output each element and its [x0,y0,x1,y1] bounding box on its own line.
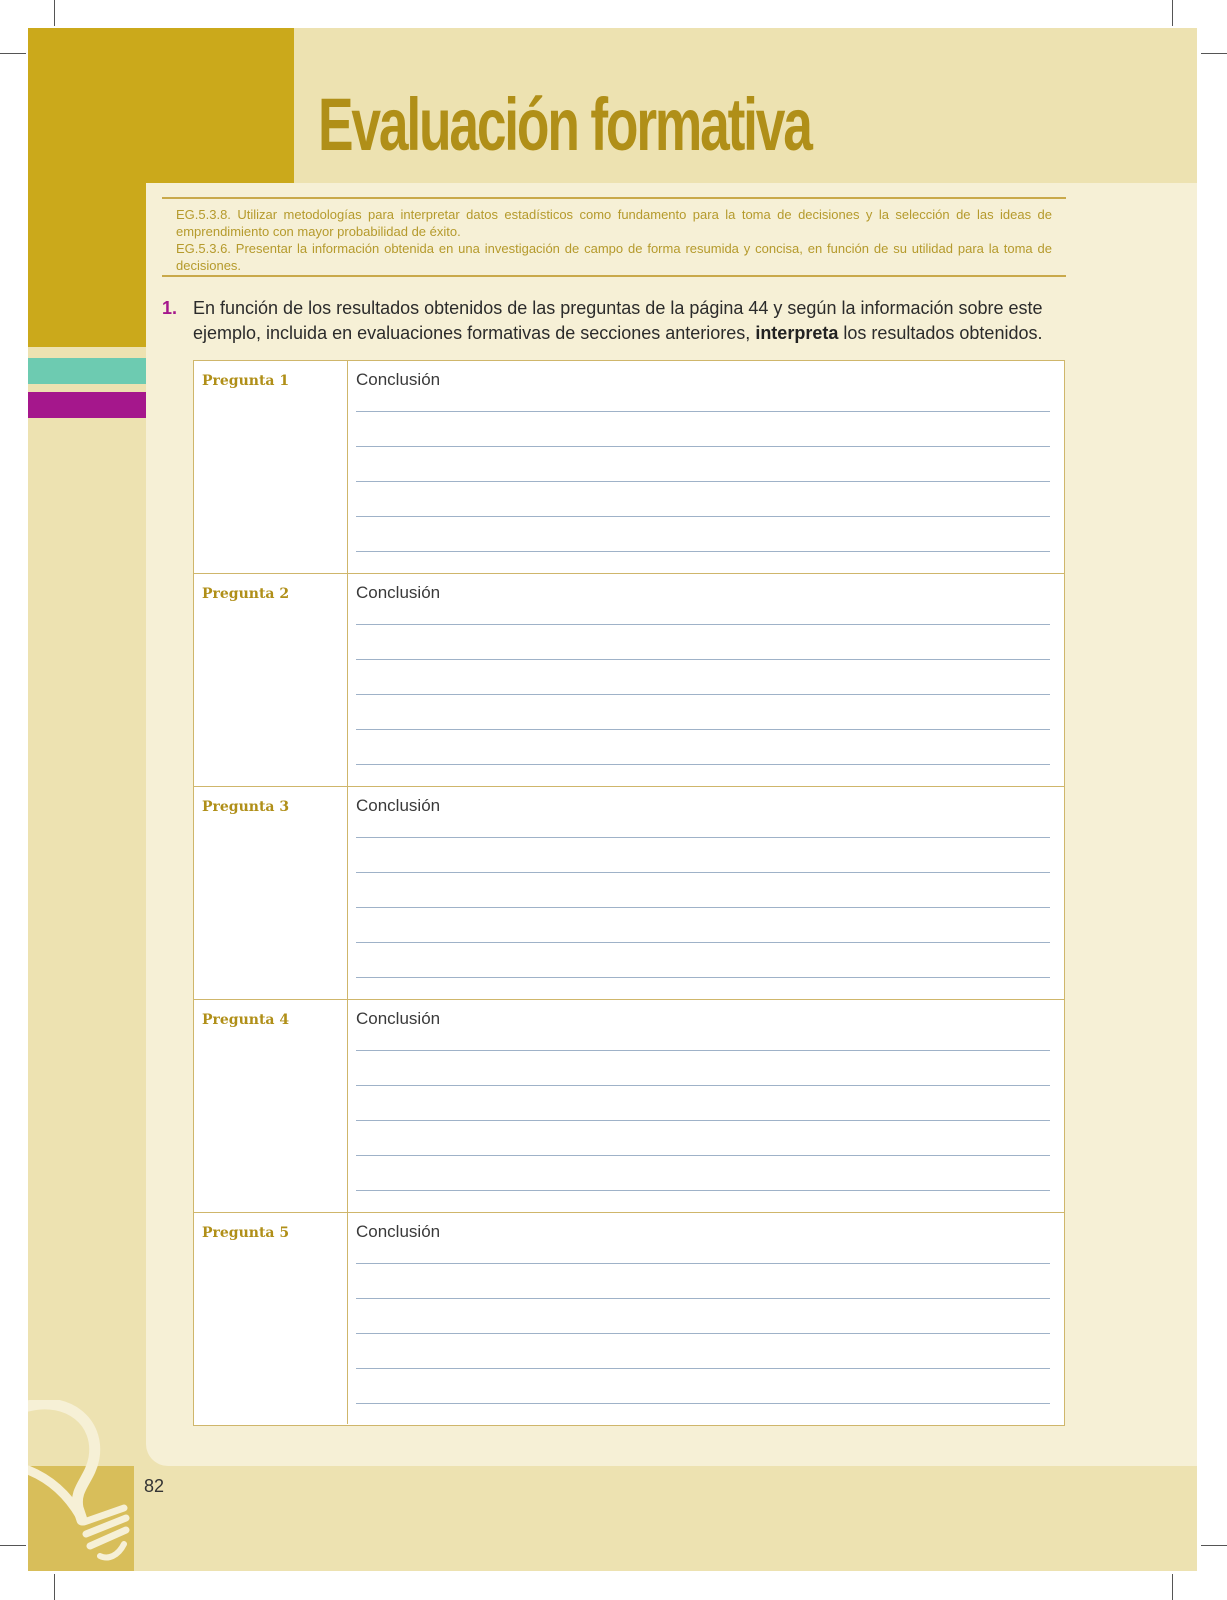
crop-mark [1172,0,1173,26]
answer-cell[interactable] [348,787,1064,999]
table-row [194,1213,1064,1424]
writing-line [356,446,1050,447]
row-label: Pregunta 2 [194,574,348,786]
writing-line [356,1333,1050,1334]
writing-line [356,1298,1050,1299]
writing-line [356,1263,1050,1264]
answer-label: Conclusión [356,1009,441,1028]
row-label: Pregunta 4 [194,1000,348,1212]
table-row [194,1000,1064,1213]
row-label: Pregunta 3 [194,787,348,999]
question-text-end: los resultados obtenidos. [838,323,1043,343]
crop-mark [0,53,26,54]
writing-line [356,1190,1050,1191]
answer-cell[interactable] [348,1000,1064,1212]
answer-label: Conclusión [356,796,441,815]
writing-line [356,551,1050,552]
answer-cell[interactable] [348,1213,1064,1424]
teal-accent-bar [28,358,146,384]
magenta-accent-bar [28,392,146,418]
writing-line [356,1403,1050,1404]
writing-line [356,1085,1050,1086]
writing-line [356,1155,1050,1156]
writing-line [356,1050,1050,1051]
answer-cell[interactable] [348,361,1064,573]
writing-line [356,729,1050,730]
table-row [194,787,1064,1000]
skill-text: EG.5.3.8. Utilizar metodologías para interpretar datos estadísticos como fundamento para la toma de decisiones y la selección de las ideas de emprendimiento con mayor probabilidad de éxito. [176,207,1052,239]
row-label: Pregunta 5 [194,1213,348,1424]
writing-line [356,516,1050,517]
question-1 [162,296,1072,346]
row-label: Pregunta 1 [194,361,348,573]
crop-mark [1172,1574,1173,1600]
table-row [194,574,1064,787]
writing-line [356,411,1050,412]
table-row [194,361,1064,574]
crop-mark [0,1545,26,1546]
writing-line [356,481,1050,482]
writing-line [356,872,1050,873]
footer-band [28,1466,1197,1571]
page-number: 82 [144,1476,165,1496]
answer-label: Conclusión [356,583,441,602]
writing-line [356,659,1050,660]
crop-mark [54,1574,55,1600]
writing-line [356,942,1050,943]
skills-box [162,197,1066,277]
lightbulb-icon [28,1400,134,1571]
crop-mark [1201,53,1227,54]
writing-line [356,977,1050,978]
question-text [193,296,1072,346]
crop-mark [1201,1545,1227,1546]
writing-line [356,694,1050,695]
page-title: Evaluación formativa [318,83,811,166]
answer-label: Conclusión [356,1222,441,1241]
writing-line [356,907,1050,908]
question-keyword: interpreta [755,323,839,343]
skill-text: EG.5.3.6. Presentar la información obtenida en una investigación de campo de forma resumida y concisa, en función de su utilidad para la toma de decisiones. [176,241,1052,273]
writing-line [356,1368,1050,1369]
question-number: 1. [162,298,178,318]
writing-line [356,1120,1050,1121]
answer-table [193,360,1065,1426]
writing-line [356,764,1050,765]
writing-line [356,624,1050,625]
crop-mark [54,0,55,26]
writing-line [356,837,1050,838]
question-text-start: En función de los resultados obtenidos de las preguntas de la página 44 y según la información sobre este ejemplo, incluida en evaluaciones formativas de secciones anteriores, [193,298,1043,343]
answer-cell[interactable] [348,574,1064,786]
answer-label: Conclusión [356,370,441,389]
